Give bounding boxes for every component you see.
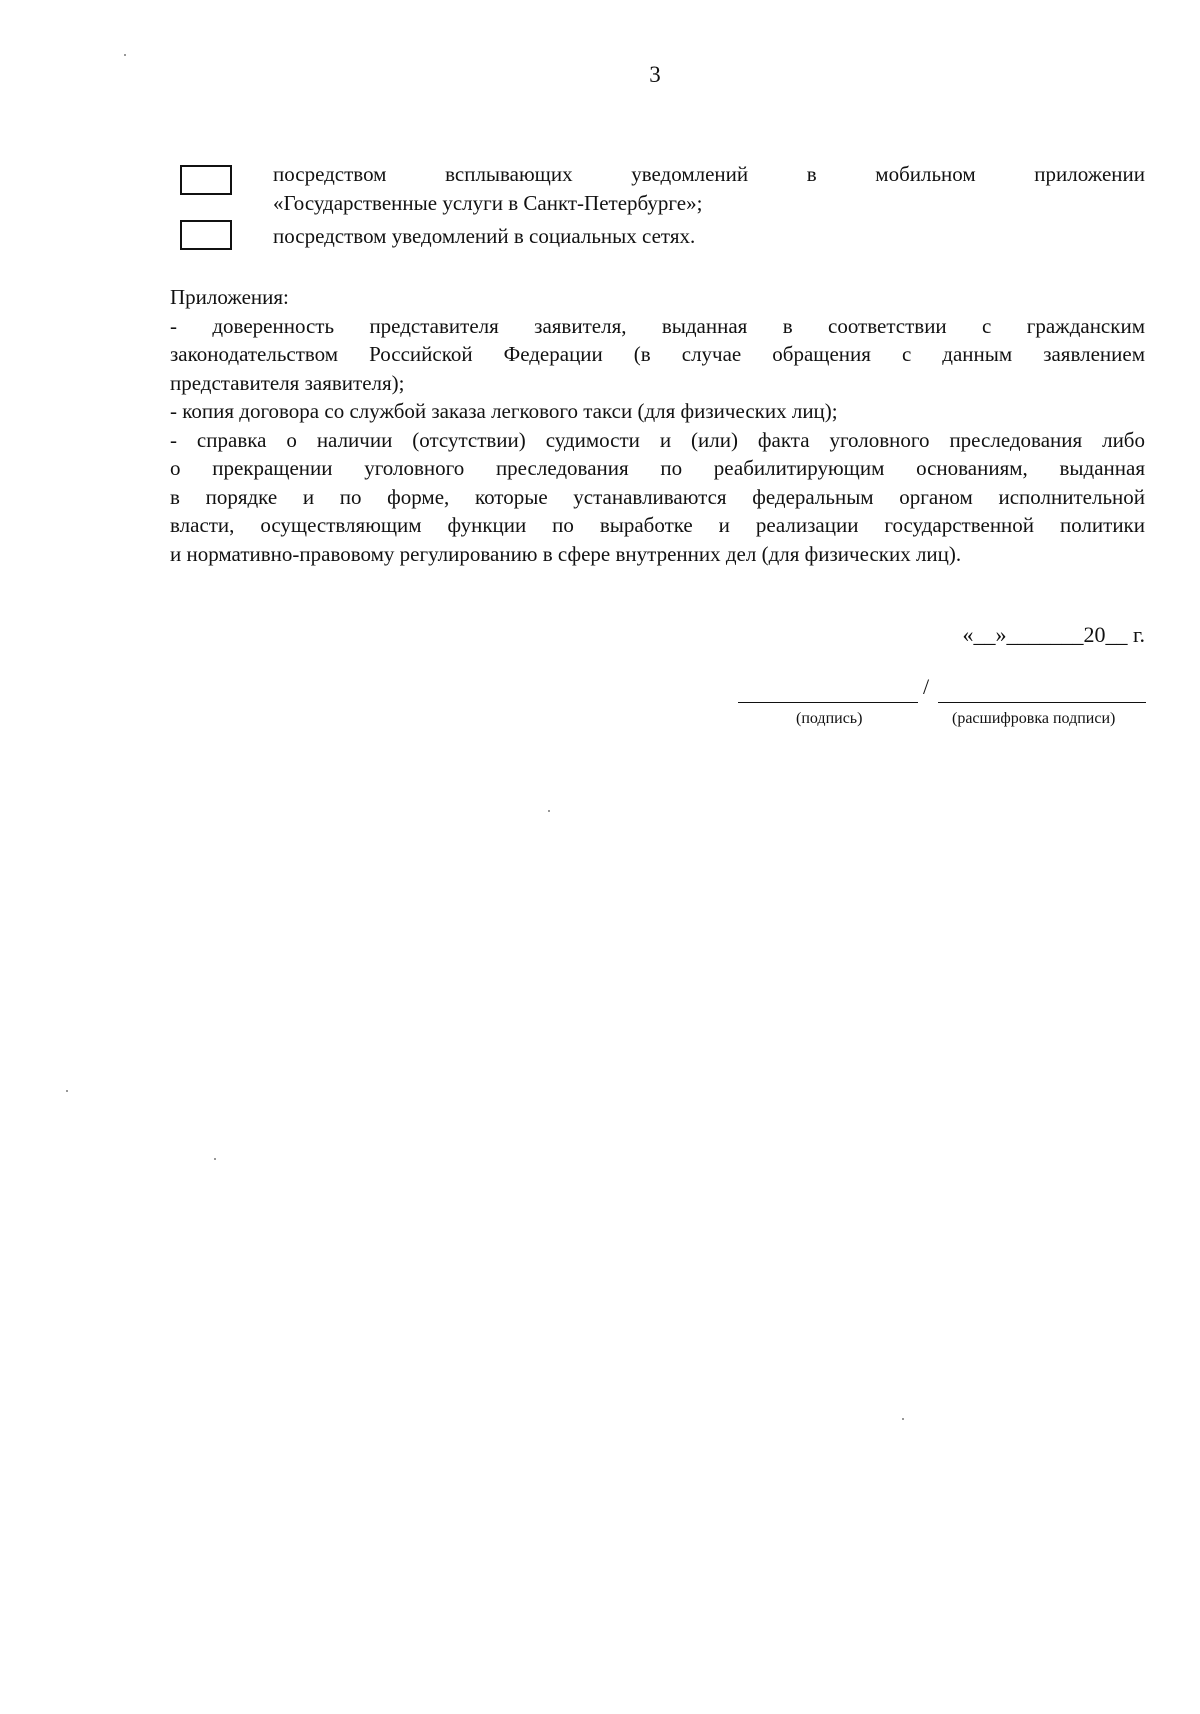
appendix-line: законодательством Российской Федерации (в случае обращения с данным заявлением [170, 342, 1145, 366]
option-text-social [273, 222, 1145, 251]
appendix-line: о прекращении уголовного преследования по реабилитирующим основаниям, выданная [170, 456, 1145, 480]
appendix-line: и нормативно-правовому регулированию в сфере внутренних дел (для физических лиц). [170, 541, 962, 566]
signature-separator: / [923, 674, 930, 699]
scan-speck [214, 1158, 216, 1160]
checkbox-social-notifications[interactable] [180, 220, 232, 250]
scan-speck [124, 54, 126, 56]
appendix-line: - справка о наличии (отсутствии) судимости и (или) факта уголовного преследования либо [170, 427, 1145, 452]
page-number: 3 [649, 62, 661, 87]
appendix-line: - копия договора со службой заказа легкового такси (для физических лиц); [170, 399, 838, 423]
appendix-line: представителя заявителя); [170, 370, 405, 395]
signature-caption: (подпись) [796, 710, 863, 727]
option-text-line: посредством уведомлений в социальных сетях. [273, 224, 696, 248]
date-field[interactable]: «__»_______20__ г. [962, 622, 1145, 647]
checkbox-push-notifications[interactable] [180, 165, 232, 195]
option-text-push [273, 160, 1145, 218]
appendix-heading: Приложения: [170, 285, 289, 309]
scan-speck [66, 1090, 68, 1092]
signature-line[interactable] [738, 672, 918, 703]
appendix-line: - доверенность представителя заявителя, выданная в соответствии с гражданским [170, 313, 1145, 338]
option-text-line: «Государственные услуги в Санкт-Петербурге»; [273, 191, 703, 215]
appendix-section [170, 283, 1145, 568]
option-text-line: посредством всплывающих уведомлений в мобильном приложении [273, 162, 1145, 186]
appendix-line: в порядке и по форме, которые устанавливаются федеральным органом исполнительной [170, 484, 1145, 509]
signature-block [738, 672, 1146, 732]
scan-speck [902, 1418, 904, 1420]
signature-decode-line[interactable] [938, 672, 1146, 703]
appendix-line: власти, осуществляющим функции по выработке и реализации государственной политики [170, 513, 1145, 537]
scan-speck [548, 810, 550, 812]
signature-decode-caption: (расшифровка подписи) [952, 710, 1116, 727]
